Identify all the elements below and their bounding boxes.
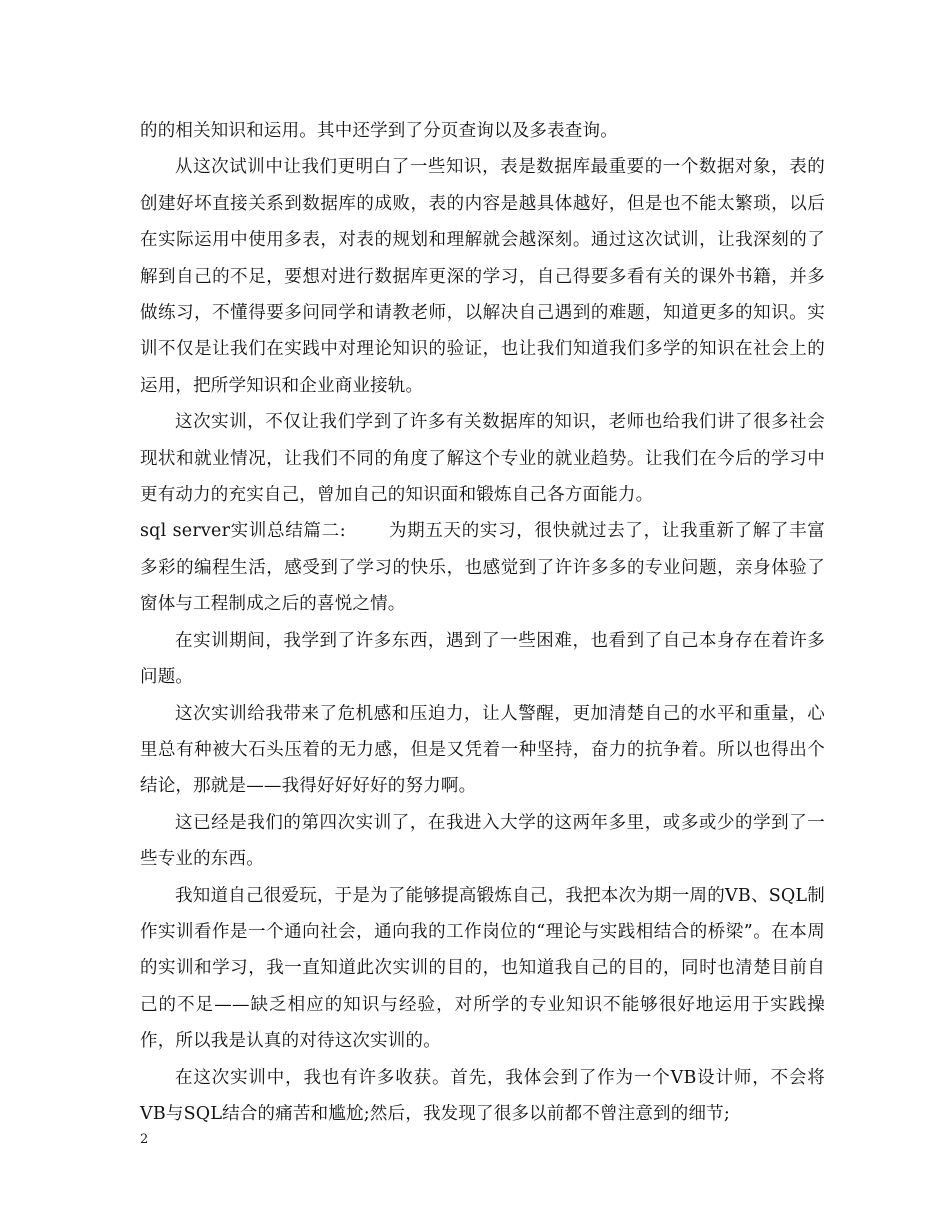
paragraph-9: 在这次实训中，我也有许多收获。首先，我体会到了作为一个VB设计师，不会将VB与SQL结合的痛苦和尴尬;然后，我发现了很多以前都不曾注意到的细节; — [140, 1067, 825, 1124]
paragraph-8: 我知道自己很爱玩，于是为了能够提高锻炼自己，我把本次为期一周的VB、SQL制作实训看作是一个通向社会，通向我的工作岗位的“理论与实践相结合的桥梁”。在本周的实训和学习，我一直知道此次实训的目的，也知道我自己的目的，同时也清楚目前自己的不足——缺乏相应的知识与经验，对所学的专业知识不能够很好地运用于实践操作，所以我是认真的对待这次实训的。 — [140, 885, 825, 1052]
paragraph-7: 这已经是我们的第四次实训了，在我进入大学的这两年多里，或多或少的学到了一些专业的东西。 — [140, 812, 825, 870]
paragraph-5: 在实训期间，我学到了许多东西，遇到了一些困难，也看到了自己本身存在着许多问题。 — [140, 630, 825, 688]
paragraph-4-section-heading: sql server实训总结篇二: 为期五天的实习，很快就过去了，让我重新了解了丰富多彩的编程生活，感受到了学习的快乐，也感觉到了许许多多的专业问题，亲身体验了窗体与工程制成之后的喜悦之情。 — [140, 521, 825, 615]
document-body — [140, 113, 825, 1132]
paragraph-1: 的的相关知识和运用。其中还学到了分页查询以及多表查询。 — [140, 121, 618, 141]
paragraph-3: 这次实训，不仅让我们学到了许多有关数据库的知识，老师也给我们讲了很多社会现状和就业情况，让我们不同的角度了解这个专业的就业趋势。让我们在今后的学习中更有动力的充实自己，曾加自己的知识面和锻炼自己各方面能力。 — [140, 412, 825, 506]
paragraph-6: 这次实训给我带来了危机感和压迫力，让人警醒，更加清楚自己的水平和重量，心里总有种被大石头压着的无力感，但是又凭着一种坚持，奋力的抗争着。所以也得出个结论，那就是——我得好好好好的努力啊。 — [140, 703, 825, 797]
paragraph-2: 从这次试训中让我们更明白了一些知识，表是数据库最重要的一个数据对象，表的创建好坏直接关系到数据库的成败，表的内容是越具体越好，但是也不能太繁琐，以后在实际运用中使用多表，对表的规划和理解就会越深刻。通过这次试训，让我深刻的了解到自己的不足，要想对进行数据库更深的学习，自己得要多看有关的课外书籍，并多做练习，不懂得要多问同学和请教老师，以解决自己遇到的难题，知道更多的知识。实训不仅是让我们在实践中对理论知识的验证，也让我们知道我们多学的知识在社会上的运用，把所学知识和企业商业接轨。 — [140, 157, 825, 396]
page-number: 2 — [140, 1132, 149, 1147]
